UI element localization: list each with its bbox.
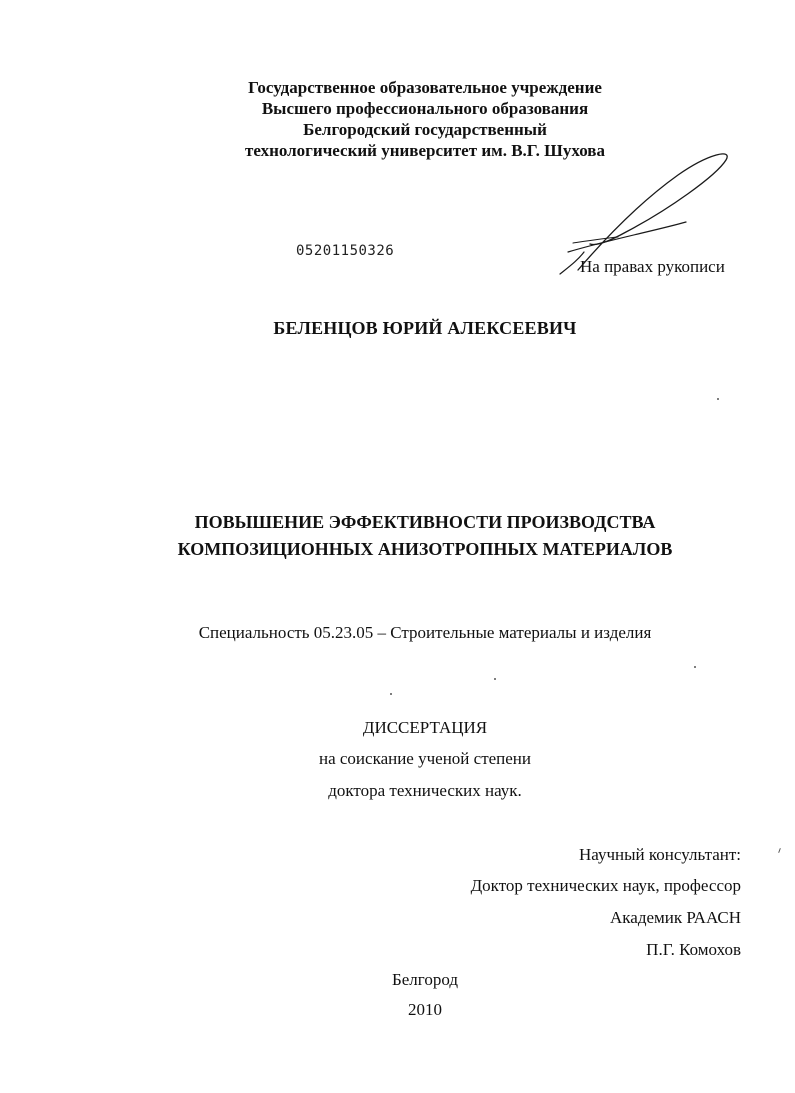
manuscript-note: На правах рукописи [580,257,725,276]
city: Белгород [392,970,458,989]
specialty: Специальность 05.23.05 – Строительные материалы и изделия [198,623,652,642]
scan-speck [778,848,781,853]
consultant-name: П.Г. Комохов [646,940,741,959]
scan-speck [694,666,696,668]
institution-line-3: Белгородский государственный [303,120,547,139]
consultant-rank: Академик РААСН [610,908,741,927]
author-name: БЕЛЕНЦОВ ЮРИЙ АЛЕКСЕЕВИЧ [273,318,577,338]
scan-speck [494,678,496,680]
consultant-label: Научный консультант: [579,845,741,864]
consultant-degree: Доктор технических наук, профессор [470,876,741,895]
dissertation-heading: ДИССЕРТАЦИЯ [362,718,488,737]
institution-line-2: Высшего профессионального образования [261,99,589,118]
degree-line-2: доктора технических наук. [328,781,522,800]
degree-line-1: на соискание ученой степени [318,749,532,768]
institution-line-4: технологический университет им. В.Г. Шухова [245,141,605,160]
scan-speck [717,398,719,400]
institution-line-1: Государственное образовательное учреждение [248,78,602,97]
stamp-code: 05201150326 [296,243,395,259]
year: 2010 [408,1000,442,1019]
scan-speck [390,693,392,695]
title-line-1: ПОВЫШЕНИЕ ЭФФЕКТИВНОСТИ ПРОИЗВОДСТВА [194,512,656,532]
title-line-2: КОМПОЗИЦИОННЫХ АНИЗОТРОПНЫХ МАТЕРИАЛОВ [177,539,673,559]
